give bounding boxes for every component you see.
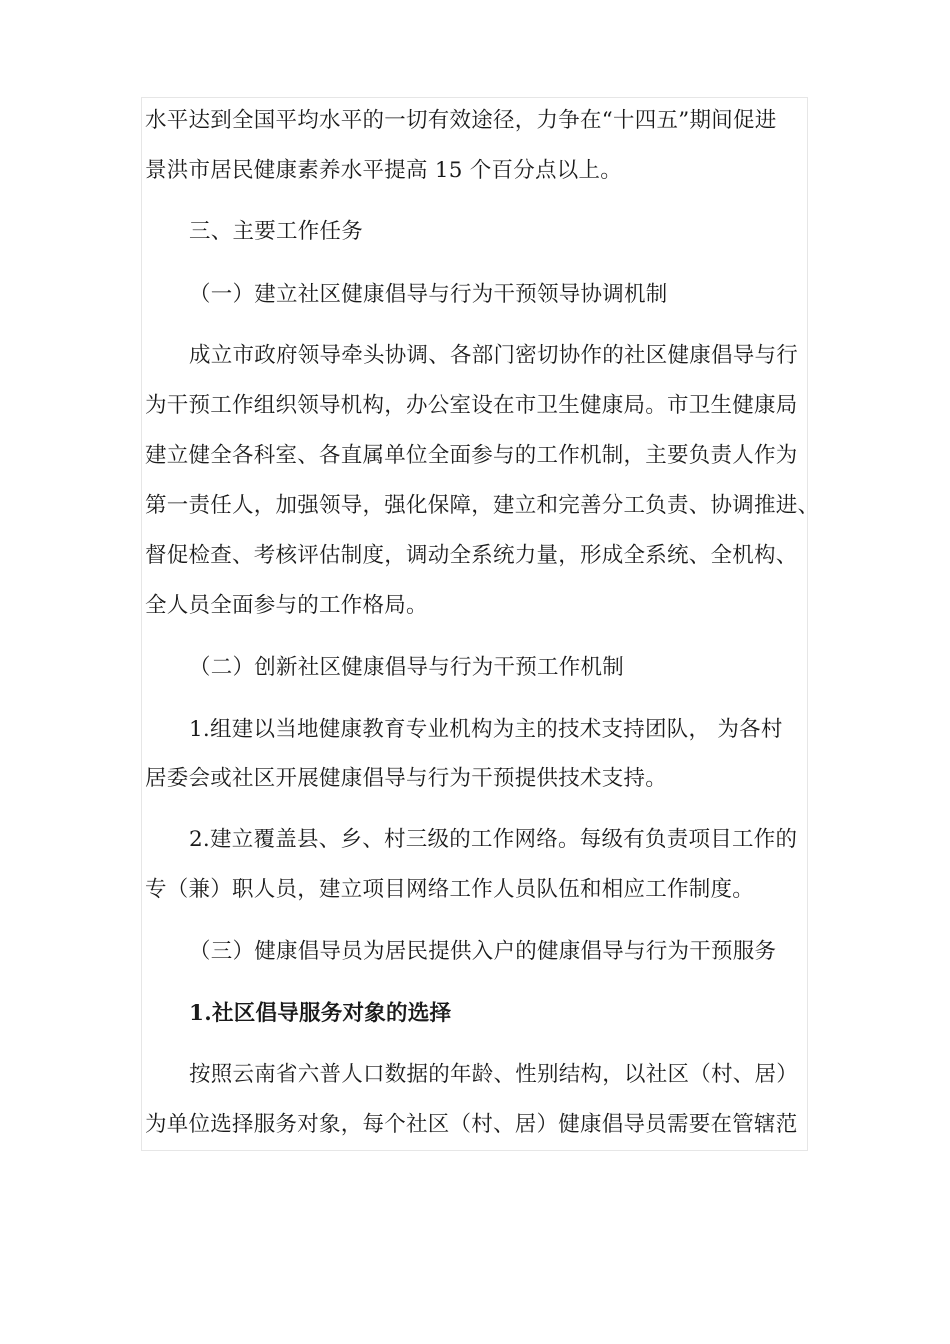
paragraph-line: 为单位选择服务对象，每个社区（村、居）健康倡导员需要在管辖范 xyxy=(145,1112,798,1137)
paragraph-line: 全人员全面参与的工作格局。 xyxy=(145,593,428,618)
subsection-heading: （一）建立社区健康倡导与行为干预领导协调机制 xyxy=(189,282,668,307)
paragraph-line: 景洪市居民健康素养水平提高 15 个百分点以上。 xyxy=(145,158,623,183)
item-heading: 1.社区倡导服务对象的选择 xyxy=(189,1001,452,1026)
paragraph-line: 水平达到全国平均水平的一切有效途径，力争在“十四五”期间促进 xyxy=(145,108,777,133)
paragraph-line: 第一责任人，加强领导，强化保障，建立和完善分工负责、协调推进、 xyxy=(145,493,820,518)
paragraph-line: 居委会或社区开展健康倡导与行为干预提供技术支持。 xyxy=(145,766,668,791)
paragraph-line: 专（兼）职人员，建立项目网络工作人员队伍和相应工作制度。 xyxy=(145,877,755,902)
subsection-heading: （三）健康倡导员为居民提供入户的健康倡导与行为干预服务 xyxy=(189,939,777,964)
subsection-heading: （二）创新社区健康倡导与行为干预工作机制 xyxy=(189,655,625,680)
paragraph-line: 建立健全各科室、各直属单位全面参与的工作机制，主要负责人作为 xyxy=(145,443,798,468)
paragraph-line: 为干预工作组织领导机构，办公室设在市卫生健康局。市卫生健康局 xyxy=(145,393,798,418)
paragraph-line: 2.建立覆盖县、乡、村三级的工作网络。每级有负责项目工作的 xyxy=(189,827,798,852)
paragraph-line: 督促检查、考核评估制度，调动全系统力量，形成全系统、全机构、 xyxy=(145,543,798,568)
paragraph-line: 按照云南省六普人口数据的年龄、性别结构，以社区（村、居） xyxy=(189,1062,799,1087)
paragraph-line: 成立市政府领导牵头协调、各部门密切协作的社区健康倡导与行 xyxy=(189,343,799,368)
paragraph-line: 1.组建以当地健康教育专业机构为主的技术支持团队， 为各村 xyxy=(189,717,783,742)
section-heading: 三、主要工作任务 xyxy=(189,219,364,244)
page-border xyxy=(141,97,808,1151)
